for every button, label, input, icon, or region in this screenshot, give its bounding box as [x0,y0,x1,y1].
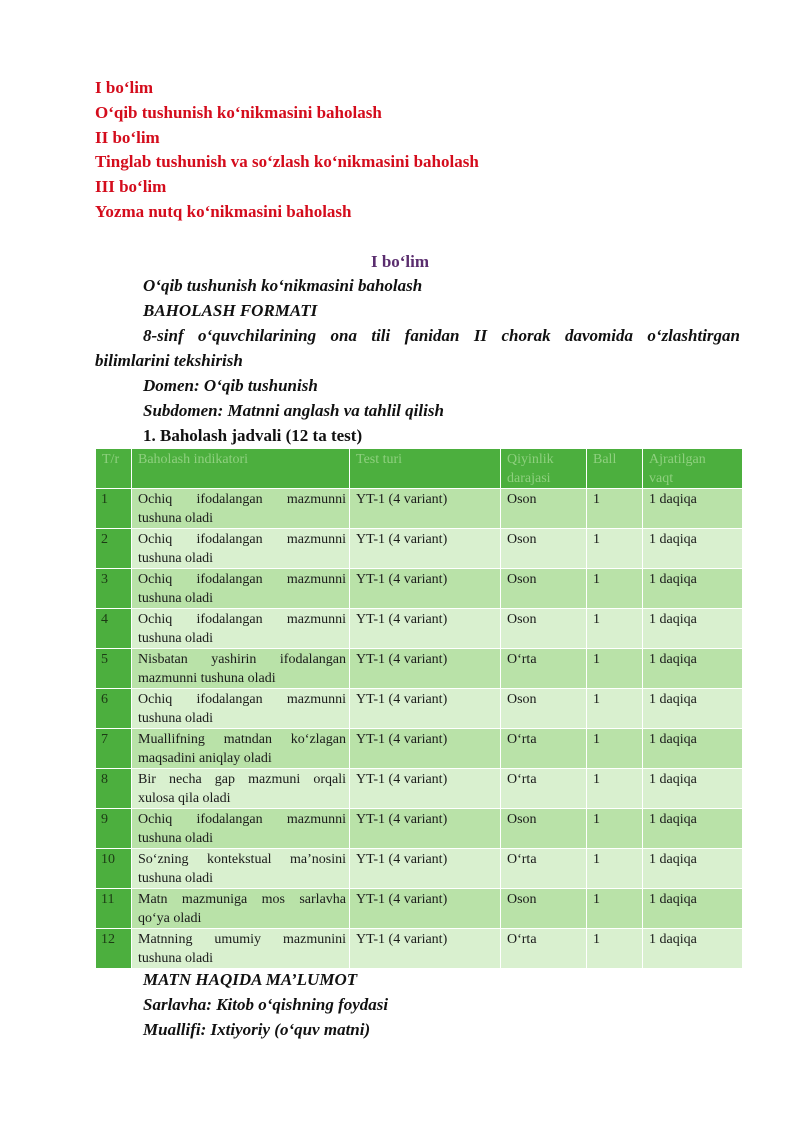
ball-cell: 1 [587,929,643,969]
indicator-line: Nisbatan yashirin ifodalangan [138,652,346,667]
indicator-line: qo‘ya oladi [138,911,202,926]
difficulty-cell: Oson [501,889,587,929]
table-row [96,929,743,969]
ball-cell: 1 [587,809,643,849]
toc-item: I bo‘lim [95,78,154,97]
time-cell: 1 daqiqa [643,929,743,969]
table-row [96,609,743,649]
purpose-line-1: 8-sinf o‘quvchilarining ona tili fanidan II chorak davomida o‘zlashtirgan [143,326,740,345]
format-heading: BAHOLASH FORMATI [143,301,318,320]
indicator-cell [132,849,350,889]
indicator-line: Matn mazmuniga mos sarlavha [138,892,346,907]
row-number: 9 [96,809,132,849]
header-line: Ajratilgan [649,452,706,467]
text-info-heading: MATN HAQIDA MA’LUMOT [143,970,358,989]
time-cell: 1 daqiqa [643,689,743,729]
indicator-cell [132,809,350,849]
indicator-line: Matnning umumiy mazmunini [138,932,346,947]
indicator-line: xulosa qila oladi [138,791,231,806]
text-info-title: Sarlavha: Kitob o‘qishning foydasi [143,995,389,1014]
difficulty-cell: Oson [501,689,587,729]
difficulty-cell: Oson [501,529,587,569]
ball-cell: 1 [587,849,643,889]
difficulty-cell: O‘rta [501,769,587,809]
time-cell: 1 daqiqa [643,529,743,569]
ball-cell: 1 [587,769,643,809]
table-body [96,489,743,969]
ball-cell: 1 [587,729,643,769]
indicator-line: Ochiq ifodalangan mazmunni [138,692,346,707]
indicator-line: Ochiq ifodalangan mazmunni [138,532,346,547]
table-row [96,569,743,609]
time-cell: 1 daqiqa [643,649,743,689]
indicator-line: tushuna oladi [138,871,214,886]
row-number: 11 [96,889,132,929]
row-number: 8 [96,769,132,809]
indicator-cell [132,689,350,729]
time-cell: 1 daqiqa [643,769,743,809]
indicator-line: Ochiq ifodalangan mazmunni [138,572,346,587]
difficulty-cell: O‘rta [501,729,587,769]
ball-cell: 1 [587,889,643,929]
table-header-row [96,449,743,489]
header-cell [501,449,587,489]
table-of-contents [95,76,479,225]
table-row [96,649,743,689]
difficulty-cell: Oson [501,489,587,529]
indicator-cell [132,569,350,609]
indicator-line: Muallifning matndan ko‘zlagan [138,732,346,747]
time-cell: 1 daqiqa [643,889,743,929]
indicator-line: tushuna oladi [138,831,214,846]
indicator-line: tushuna oladi [138,951,214,966]
indicator-cell [132,649,350,689]
header-line: darajasi [507,471,551,486]
difficulty-cell: O‘rta [501,929,587,969]
indicator-cell [132,729,350,769]
row-number: 5 [96,649,132,689]
table-row [96,849,743,889]
test-type-cell: YT-1 (4 variant) [350,809,501,849]
time-cell: 1 daqiqa [643,809,743,849]
row-number: 7 [96,729,132,769]
indicator-cell [132,609,350,649]
ball-cell: 1 [587,569,643,609]
indicator-line: Ochiq ifodalangan mazmunni [138,812,346,827]
row-number: 3 [96,569,132,609]
difficulty-cell: O‘rta [501,849,587,889]
table-row [96,489,743,529]
header-line: vaqt [649,471,674,486]
test-type-cell: YT-1 (4 variant) [350,609,501,649]
toc-item: Tinglab tushunish va so‘zlash ko‘nikmasini baholash [95,152,479,172]
ball-cell: 1 [587,609,643,649]
row-number: 4 [96,609,132,649]
indicator-line: Ochiq ifodalangan mazmunni [138,492,346,507]
difficulty-cell: Oson [501,569,587,609]
time-cell: 1 daqiqa [643,849,743,889]
test-type-cell: YT-1 (4 variant) [350,889,501,929]
assessment-table [95,448,743,969]
section-title: I bo‘lim [370,252,430,271]
text-info-author: Muallifi: Ixtiyoriy (o‘quv matni) [143,1020,371,1039]
indicator-line: tushuna oladi [138,591,214,606]
toc-item: III bo‘lim [95,177,167,197]
ball-cell: 1 [587,529,643,569]
indicator-cell [132,929,350,969]
indicator-line: So‘zning kontekstual ma’nosini [138,852,346,867]
domain-label: Domen: O‘qib tushunish [143,376,318,395]
row-number: 6 [96,689,132,729]
toc-item: O‘qib tushunish ko‘nikmasini baholash [95,102,382,122]
purpose-line-2: bilimlarini tekshirish [95,351,243,370]
table-row [96,689,743,729]
toc-item: Yozma nutq ko‘nikmasini baholash [95,201,352,221]
table-title: 1. Baholash jadvali (12 ta test) [143,426,363,445]
test-type-cell: YT-1 (4 variant) [350,929,501,969]
indicator-cell [132,489,350,529]
indicator-line: tushuna oladi [138,511,214,526]
indicator-cell [132,769,350,809]
time-cell: 1 daqiqa [643,569,743,609]
indicator-line: Bir necha gap mazmuni orqali [138,772,346,787]
test-type-cell: YT-1 (4 variant) [350,849,501,889]
indicator-line: Ochiq ifodalangan mazmunni [138,612,346,627]
table-row [96,809,743,849]
header-line: Qiyinlik [507,452,554,467]
test-type-cell: YT-1 (4 variant) [350,689,501,729]
ball-cell: 1 [587,489,643,529]
table-row [96,729,743,769]
difficulty-cell: Oson [501,809,587,849]
test-type-cell: YT-1 (4 variant) [350,529,501,569]
header-cell: Ball [587,449,643,489]
table-row [96,529,743,569]
indicator-line: tushuna oladi [138,551,214,566]
indicator-cell [132,889,350,929]
difficulty-cell: Oson [501,609,587,649]
header-cell: T/r [96,449,132,489]
subdomain-label: Subdomen: Matnni anglash va tahlil qilish [143,401,444,420]
ball-cell: 1 [587,649,643,689]
toc-item: II bo‘lim [95,127,160,147]
test-type-cell: YT-1 (4 variant) [350,729,501,769]
indicator-line: tushuna oladi [138,631,214,646]
indicator-line: mazmunni tushuna oladi [138,671,276,686]
row-number: 10 [96,849,132,889]
indicator-line: maqsadini aniqlay oladi [138,751,272,766]
test-type-cell: YT-1 (4 variant) [350,649,501,689]
row-number: 1 [96,489,132,529]
test-type-cell: YT-1 (4 variant) [350,769,501,809]
header-cell: Test turi [350,449,501,489]
difficulty-cell: O‘rta [501,649,587,689]
ball-cell: 1 [587,689,643,729]
header-cell [643,449,743,489]
header-cell: Baholash indikatori [132,449,350,489]
time-cell: 1 daqiqa [643,489,743,529]
indicator-cell [132,529,350,569]
test-type-cell: YT-1 (4 variant) [350,489,501,529]
indicator-line: tushuna oladi [138,711,214,726]
table-row [96,769,743,809]
row-number: 2 [96,529,132,569]
time-cell: 1 daqiqa [643,729,743,769]
table-row [96,889,743,929]
test-type-cell: YT-1 (4 variant) [350,569,501,609]
time-cell: 1 daqiqa [643,609,743,649]
row-number: 12 [96,929,132,969]
section-subtitle: O‘qib tushunish ko‘nikmasini baholash [143,276,423,295]
